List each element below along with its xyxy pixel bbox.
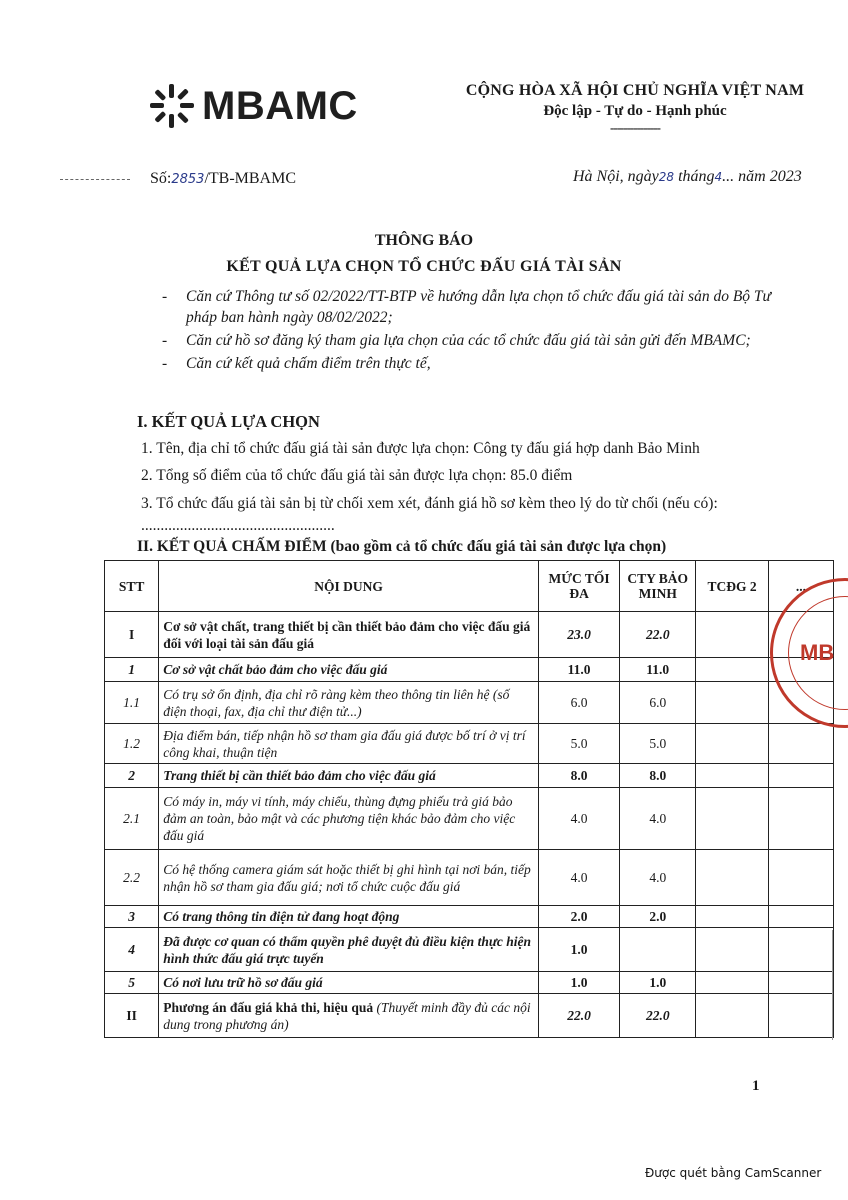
section-2-heading: II. KẾT QUẢ CHẤM ĐIỂM (bao gồm cả tổ chức đấu giá tài sản được lựa chọn) [137,538,667,555]
table-row: 1.1 Có trụ sở ổn định, địa chỉ rõ ràng kèm theo thông tin liên hệ (số điện thoại, fax, địa chỉ thư điện tử...) 6.0 6.0 [105,682,834,724]
table-row: 4 Đã được cơ quan có thẩm quyền phê duyệt đủ điều kiện thực hiện hình thức đấu giá trực tuyến 1.0 [105,928,834,972]
table-row: II Phương án đấu giá khả thi, hiệu quả (Thuyết minh đầy đủ các nội dung trong phương án) 22.0 22.0 [105,994,834,1038]
table-row: 1.2 Địa điểm bán, tiếp nhận hồ sơ tham gia đấu giá được bố trí ở vị trí công khai, thuận tiện 5.0 5.0 [105,724,834,764]
stamp-text: MB [800,640,835,665]
table-row: 2.2 Có hệ thống camera giám sát hoặc thiết bị ghi hình tại nơi bán, tiếp nhận hồ sơ tham gia đấu giá; nơi tổ chức cuộc đấu giá 4.0 4.0 [105,850,834,906]
company-logo [148,82,358,130]
nation-motto: Độc lập - Tự do - Hạnh phúc [543,103,727,119]
national-header [440,82,830,136]
star-logo-icon [148,82,196,130]
handwritten-day: 28 [658,170,675,184]
table-header-row [105,561,834,612]
document-title: THÔNG BÁO [374,232,474,249]
header-content: NỘI DUNG [159,561,539,612]
handwritten-month: 4 [714,170,723,184]
basis-item: - Căn cứ Thông tư số 02/2022/TT-BTP về hướng dẫn lựa chọn tổ chức đấu giá tài sản do Bộ Tư pháp ban hành ngày 08/02/2022; [160,286,800,328]
document-subtitle: KẾT QUẢ LỰA CHỌN TỔ CHỨC ĐẤU GIÁ TÀI SẢN [226,258,622,275]
handwritten-number: 2853 [171,172,205,187]
nation-title: CỘNG HÒA XÃ HỘI CHỦ NGHĨA VIỆT NAM [465,82,805,99]
table-row: 5 Có nơi lưu trữ hồ sơ đấu giá 1.0 1.0 [105,972,834,994]
scanner-watermark: Được quét bằng CamScanner [645,1166,822,1180]
score-table [104,560,834,1038]
table-row: 3 Có trang thông tin điện tử đang hoạt động 2.0 2.0 [105,906,834,928]
nation-divider: --------------- [610,120,660,135]
header-more: ... [768,561,833,612]
page-edge-line [832,930,833,1040]
table-row: 1 Cơ sở vật chất bảo đảm cho việc đấu giá 11.0 11.0 [105,658,834,682]
basis-item: - Căn cứ hồ sơ đăng ký tham gia lựa chọn của các tổ chức đấu giá tài sản gửi đến MBAMC; [160,330,800,351]
basis-item: - Căn cứ kết quả chấm điểm trên thực tế, [160,353,800,374]
section-1-item-3: 3. Tổ chức đấu giá tài sản bị từ chối xem xét, đánh giá hồ sơ kèm theo lý do từ chối (nếu có): .................................................. [141,495,718,534]
page-number: 1 [752,1078,760,1094]
section-1-item-2: 2. Tổng số điểm của tổ chức đấu giá tài sản được lựa chọn: 85.0 điểm [141,467,573,484]
section-1-item-1: 1. Tên, địa chỉ tổ chức đấu giá tài sản được lựa chọn: Công ty đấu giá hợp danh Bảo Minh [141,440,700,457]
header-tcdg2: TCĐG 2 [696,561,769,612]
logo-text: MBAMC [202,83,358,128]
table-row: 2 Trang thiết bị cần thiết bảo đảm cho việc đấu giá 8.0 8.0 [105,764,834,788]
table-row: I Cơ sở vật chất, trang thiết bị cần thiết bảo đảm cho việc đấu giá đối với loại tài sản đấu giá 23.0 22.0 [105,612,834,658]
header-baominh: CTY BẢO MINH [620,561,696,612]
legal-basis-list [160,286,800,376]
header-max: MỨC TỐI ĐA [538,561,619,612]
margin-dash [60,179,130,180]
document-number: Số:2853/TB-MBAMC [150,170,297,187]
header-stt: STT [105,561,159,612]
table-row: 2.1 Có máy in, máy vi tính, máy chiếu, thùng đựng phiếu trả giá bảo đảm an toàn, bảo mật và các phương tiện khác bảo đảm cho việc đấu giá 4.0 4.0 [105,788,834,850]
document-date: Hà Nội, ngày28 tháng4... năm 2023 [573,168,802,185]
section-1-heading: I. KẾT QUẢ LỰA CHỌN [137,412,320,431]
